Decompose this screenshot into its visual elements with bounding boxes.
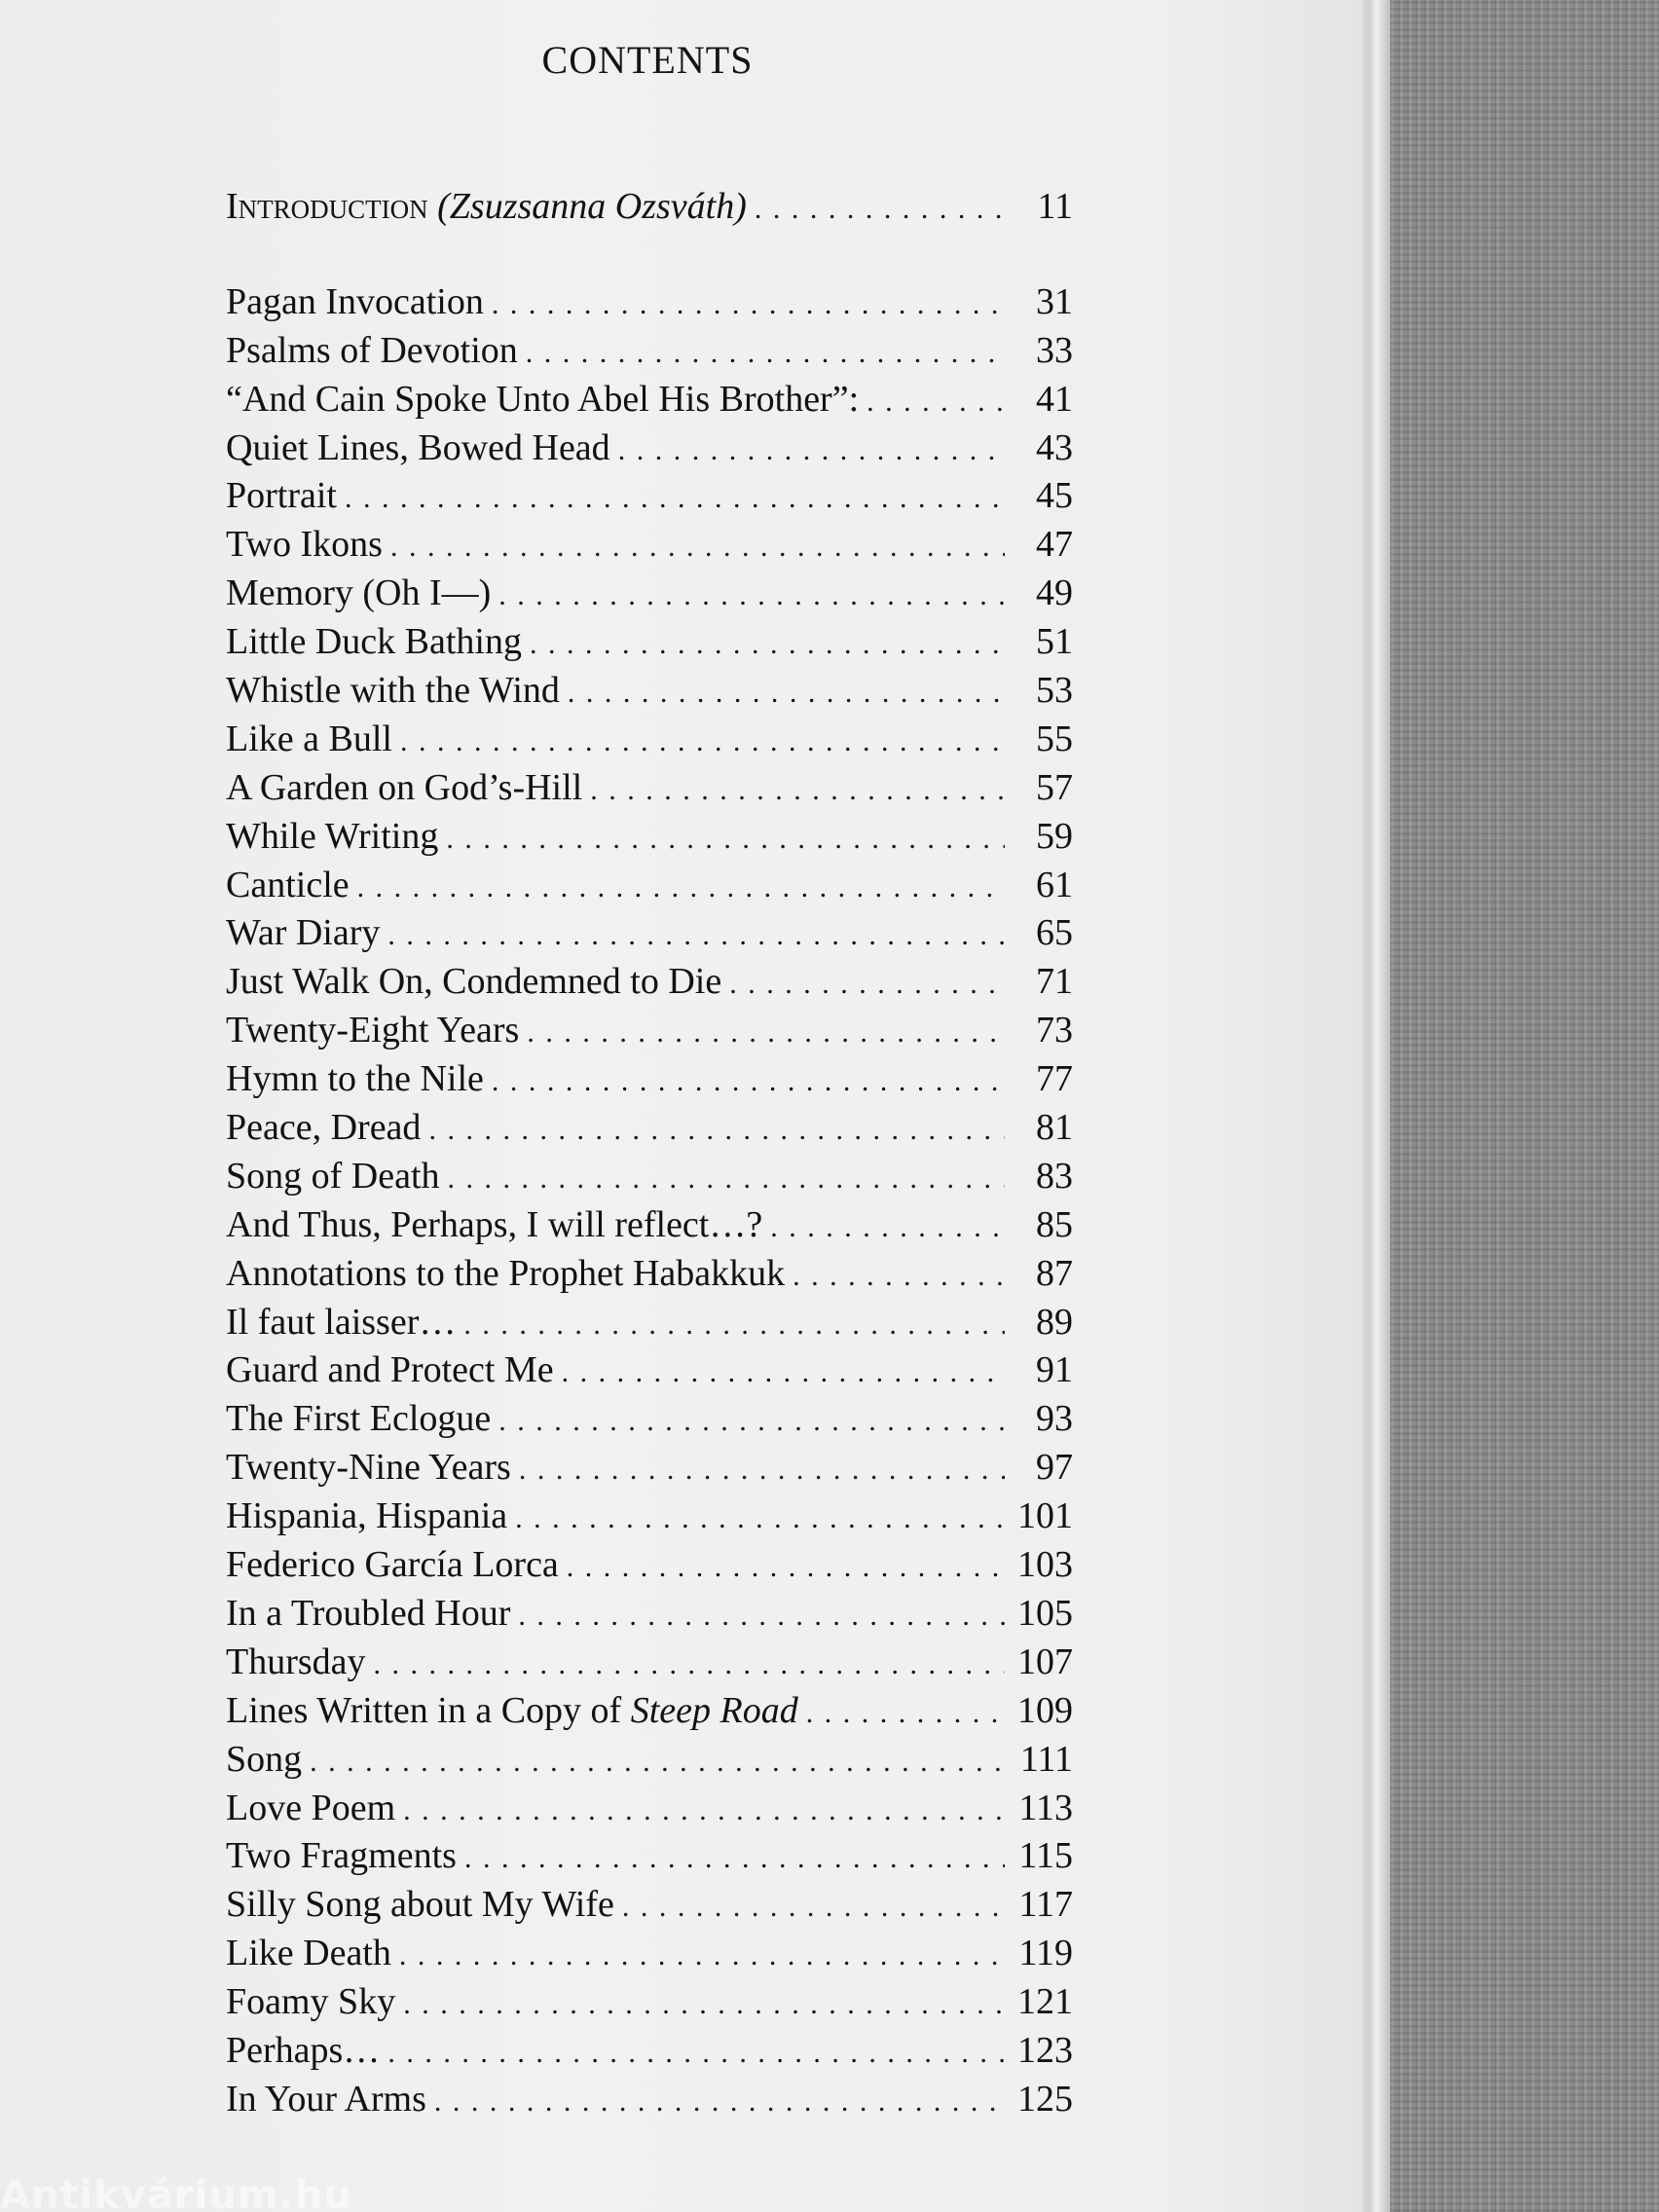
dot-leader	[492, 280, 1005, 329]
toc-entry-title-text: Pagan Invocation	[226, 280, 484, 322]
toc-entry	[226, 1250, 1073, 1299]
toc-entry-page: 45	[1036, 475, 1073, 517]
toc-entry-page: 107	[1017, 1641, 1073, 1682]
table-of-contents	[226, 183, 1073, 2124]
toc-entry-title	[226, 1007, 519, 1055]
toc-entry	[226, 1395, 1073, 1444]
toc-entry-title-text: Foamy Sky	[226, 1981, 396, 2023]
toc-entry-title	[226, 327, 518, 376]
toc-entry	[226, 1444, 1073, 1493]
toc-entry	[226, 909, 1073, 958]
toc-entry	[226, 958, 1073, 1007]
toc-entry-title	[226, 667, 560, 716]
dot-leader	[492, 1057, 1005, 1106]
toc-entry-title-text: Love Poem	[226, 1787, 396, 1828]
dot-leader	[345, 474, 1005, 523]
toc-entry-page: 83	[1036, 1155, 1073, 1197]
toc-entry-page: 117	[1018, 1884, 1073, 1926]
toc-entry-title-italic: Steep Road	[630, 1689, 798, 1731]
toc-entry	[226, 376, 1073, 424]
toc-entry	[226, 327, 1073, 376]
toc-entry-title	[226, 813, 438, 862]
dot-leader	[526, 329, 1005, 378]
dot-leader	[567, 1543, 1005, 1592]
toc-entry-title-text: In Your Arms	[226, 2078, 426, 2120]
toc-entry	[226, 1881, 1073, 1930]
toc-entry	[226, 1346, 1073, 1395]
toc-entry-page: 115	[1018, 1835, 1073, 1877]
toc-entry-page: 87	[1036, 1252, 1073, 1294]
toc-entry-title-text: Memory (Oh I—)	[226, 572, 492, 614]
toc-entry	[226, 1590, 1073, 1639]
dot-leader	[310, 1738, 1005, 1787]
textured-background	[1363, 0, 1659, 2212]
toc-entry-page: 105	[1017, 1592, 1073, 1634]
toc-entry-title	[226, 183, 747, 232]
toc-entry-title	[226, 1639, 366, 1687]
toc-entry-page: 123	[1017, 2029, 1073, 2071]
introduction-author: (Zsuzsanna Ozsváth)	[437, 186, 747, 227]
toc-entry-title-text: Two Fragments	[226, 1835, 457, 1877]
dot-leader	[806, 1689, 1005, 1738]
toc-entry-page: 55	[1036, 718, 1073, 759]
toc-entry	[226, 1055, 1073, 1104]
toc-entry	[226, 1978, 1073, 2027]
toc-entry-title-text: Thursday	[226, 1641, 366, 1682]
toc-entry-title	[226, 862, 350, 910]
toc-entry	[226, 278, 1073, 327]
dot-leader	[622, 1883, 1005, 1932]
toc-entry-list	[226, 278, 1073, 2124]
toc-entry-page: 103	[1017, 1544, 1073, 1586]
toc-entry-title-text: Perhaps…	[226, 2029, 381, 2071]
toc-entry-page: 81	[1036, 1107, 1073, 1149]
toc-entry-title-text: Quiet Lines, Bowed Head	[226, 426, 610, 468]
toc-entry-title	[226, 1590, 510, 1639]
toc-entry-page: 109	[1017, 1689, 1073, 1731]
toc-entry-title-text: While Writing	[226, 815, 439, 857]
toc-entry	[226, 1832, 1073, 1881]
toc-entry-introduction	[226, 183, 1073, 232]
toc-entry-title	[226, 472, 337, 521]
toc-entry-page: 71	[1036, 961, 1073, 1003]
toc-entry	[226, 1930, 1073, 1978]
toc-entry-title-text: Two Ikons	[226, 524, 383, 566]
toc-entry	[226, 1639, 1073, 1687]
toc-entry-title	[226, 1346, 554, 1395]
toc-entry-title	[226, 958, 721, 1007]
toc-entry-title-text: Twenty-Nine Years	[226, 1447, 511, 1489]
dot-leader	[357, 864, 1005, 912]
toc-entry-title	[226, 2027, 380, 2076]
dot-leader	[403, 1980, 1005, 2029]
toc-entry-page: 47	[1036, 524, 1073, 566]
toc-entry-page: 77	[1036, 1058, 1073, 1100]
toc-entry-title	[226, 376, 859, 424]
dot-leader	[518, 1592, 1005, 1641]
toc-entry-title	[226, 2076, 426, 2124]
dot-leader	[400, 718, 1005, 766]
toc-entry-page: 91	[1036, 1349, 1073, 1391]
toc-entry-page: 121	[1017, 1981, 1073, 2023]
toc-entry-page: 73	[1036, 1010, 1073, 1051]
toc-entry-title	[226, 1299, 456, 1347]
toc-entry-title-text: War Diary	[226, 912, 381, 954]
toc-entry	[226, 813, 1073, 862]
dot-leader	[770, 1203, 1005, 1252]
toc-entry	[226, 1687, 1073, 1736]
toc-entry	[226, 1541, 1073, 1590]
dot-leader	[729, 960, 1005, 1009]
toc-entry-title	[226, 1978, 395, 2027]
toc-entry-page: 101	[1017, 1495, 1073, 1537]
toc-entry-title-text: Guard and Protect Me	[226, 1349, 554, 1391]
toc-entry	[226, 1785, 1073, 1833]
toc-entry-title-text: Twenty-Eight Years	[226, 1010, 520, 1051]
toc-entry	[226, 472, 1073, 521]
toc-entry-title	[226, 1541, 559, 1590]
toc-entry-title-text: Silly Song about My Wife	[226, 1884, 614, 1926]
toc-entry-page: 57	[1036, 766, 1073, 808]
toc-entry	[226, 1299, 1073, 1347]
toc-entry-title-text: Annotations to the Prophet Habakkuk	[226, 1252, 786, 1294]
dot-leader	[399, 1932, 1005, 1980]
toc-entry-title	[226, 1250, 785, 1299]
toc-entry	[226, 716, 1073, 764]
toc-entry-title-text: A Garden on God’s-Hill	[226, 766, 583, 808]
toc-entry-title-text: In a Troubled Hour	[226, 1592, 511, 1634]
toc-entry-title-text: “And Cain Spoke Unto Abel His Brother”:	[226, 378, 860, 420]
toc-entry-title	[226, 570, 491, 618]
toc-entry-title	[226, 1104, 421, 1153]
dot-leader	[464, 1834, 1005, 1883]
toc-entry-page: 43	[1036, 426, 1073, 468]
toc-entry-page: 31	[1036, 280, 1073, 322]
toc-entry-title-text: Lines Written in a Copy of	[226, 1689, 622, 1731]
toc-entry-title-text: Il faut laisser…	[226, 1301, 457, 1343]
toc-entry-title	[226, 764, 582, 813]
toc-entry-title-text: Just Walk On, Condemned to Die	[226, 961, 722, 1003]
toc-entry-title	[226, 1395, 491, 1444]
dot-leader	[434, 2078, 1005, 2126]
toc-entry	[226, 1493, 1073, 1541]
contents-heading: CONTENTS	[541, 38, 754, 82]
dot-leader	[755, 185, 1005, 234]
watermark: Antikvárium.hu	[0, 2173, 352, 2212]
toc-entry-page: 51	[1036, 621, 1073, 663]
toc-entry	[226, 667, 1073, 716]
toc-entry-title	[226, 1687, 798, 1736]
toc-entry-title	[226, 1444, 511, 1493]
toc-entry-page: 125	[1017, 2078, 1073, 2120]
toc-entry-title	[226, 1055, 484, 1104]
toc-entry-title	[226, 1881, 614, 1930]
dot-leader	[463, 1301, 1005, 1349]
toc-entry-page: 41	[1036, 378, 1073, 420]
toc-entry-title	[226, 278, 484, 327]
dot-leader	[374, 1641, 1005, 1689]
toc-entry-title-text: Psalms of Devotion	[226, 329, 518, 371]
toc-entry	[226, 2076, 1073, 2124]
toc-entry-title	[226, 1493, 507, 1541]
toc-entry-title-text: Canticle	[226, 864, 350, 905]
toc-entry	[226, 570, 1073, 618]
toc-entry	[226, 424, 1073, 473]
toc-entry	[226, 1736, 1073, 1785]
toc-entry-title	[226, 1930, 391, 1978]
toc-entry-title-text: Whistle with the Wind	[226, 670, 560, 712]
dot-leader	[527, 1009, 1005, 1057]
toc-entry	[226, 521, 1073, 570]
dot-leader	[387, 2029, 1005, 2078]
dot-leader	[590, 766, 1005, 815]
toc-entry-title	[226, 1785, 395, 1833]
toc-entry-title-text: Like Death	[226, 1933, 391, 1974]
dot-leader	[448, 1155, 1005, 1203]
toc-entry-title-text: Little Duck Bathing	[226, 621, 522, 663]
toc-entry-page: 59	[1036, 815, 1073, 857]
toc-entry-title-text: Song	[226, 1738, 303, 1780]
dot-leader	[403, 1787, 1005, 1835]
dot-leader	[618, 426, 1005, 475]
toc-entry-page: 33	[1036, 329, 1073, 371]
dot-leader	[498, 1397, 1005, 1446]
toc-entry-title	[226, 716, 392, 764]
toc-entry-page: 111	[1019, 1738, 1073, 1780]
dot-leader	[428, 1106, 1005, 1155]
dot-leader	[530, 620, 1005, 669]
toc-entry-title-text: Portrait	[226, 475, 337, 517]
toc-entry-page: 61	[1036, 864, 1073, 905]
toc-entry-page: 97	[1036, 1447, 1073, 1489]
dot-leader	[793, 1252, 1005, 1301]
toc-entry-page: 65	[1036, 912, 1073, 954]
dot-leader	[568, 669, 1005, 718]
dot-leader	[562, 1348, 1005, 1397]
dot-leader	[387, 911, 1005, 960]
toc-entry-page: 119	[1018, 1933, 1073, 1974]
dot-leader	[498, 571, 1005, 620]
toc-entry-title-text: The First Eclogue	[226, 1398, 492, 1440]
toc-entry-title	[226, 1736, 302, 1785]
toc-entry-title	[226, 521, 383, 570]
dot-leader	[390, 523, 1005, 571]
toc-entry-page: 113	[1018, 1787, 1073, 1828]
dot-leader	[446, 815, 1005, 864]
toc-entry-page: 89	[1036, 1301, 1073, 1343]
toc-entry-page: 53	[1036, 670, 1073, 712]
toc-entry	[226, 1007, 1073, 1055]
toc-entry	[226, 1201, 1073, 1250]
toc-entry-page: 93	[1036, 1398, 1073, 1440]
dot-leader	[866, 378, 1005, 426]
toc-entry-title-text: Song of Death	[226, 1155, 440, 1197]
toc-entry-title-text: Like a Bull	[226, 718, 392, 759]
toc-entry-page: 85	[1036, 1203, 1073, 1245]
toc-entry-title-text: Hispania, Hispania	[226, 1495, 508, 1537]
toc-entry-title	[226, 618, 522, 667]
toc-entry-page: 49	[1036, 572, 1073, 614]
toc-entry	[226, 862, 1073, 910]
toc-entry-title-text: Federico García Lorca	[226, 1544, 559, 1586]
toc-entry	[226, 2027, 1073, 2076]
introduction-label: Introduction	[226, 186, 428, 227]
dot-leader	[515, 1494, 1005, 1543]
toc-entry-title	[226, 1832, 457, 1881]
toc-entry-title	[226, 1153, 440, 1201]
toc-entry-title-text: And Thus, Perhaps, I will reflect…?	[226, 1203, 763, 1245]
toc-entry	[226, 1104, 1073, 1153]
dot-leader	[519, 1446, 1005, 1494]
toc-entry	[226, 1153, 1073, 1201]
toc-entry-title	[226, 909, 380, 958]
toc-entry	[226, 618, 1073, 667]
toc-entry-title-text: Peace, Dread	[226, 1107, 422, 1149]
toc-entry	[226, 764, 1073, 813]
toc-entry-page: 11	[1037, 186, 1073, 227]
toc-entry-title	[226, 424, 610, 473]
toc-entry-title	[226, 1201, 762, 1250]
toc-entry-title-text: Hymn to the Nile	[226, 1058, 484, 1100]
